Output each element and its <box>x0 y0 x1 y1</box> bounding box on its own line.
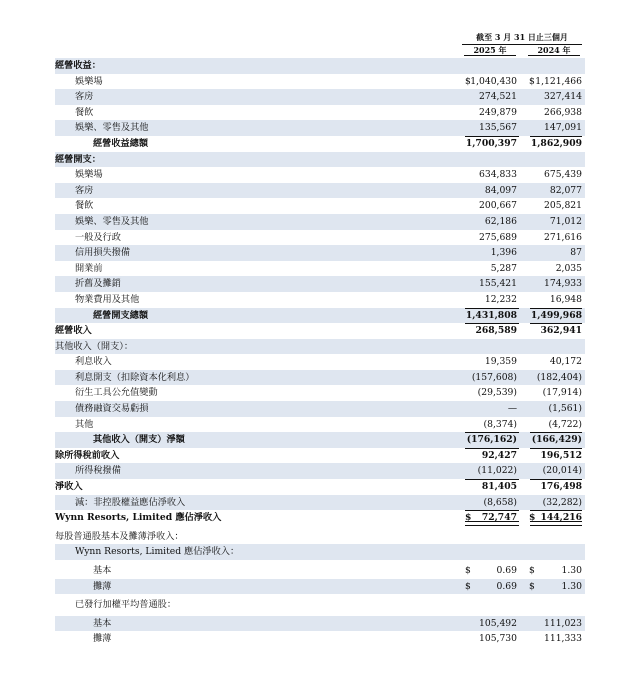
value-2025: (157,608) <box>471 371 517 383</box>
statement-row <box>55 631 585 647</box>
value-2024: 362,941 <box>540 325 582 337</box>
row-label: 經營開支： <box>55 153 101 165</box>
statement-row <box>55 579 585 595</box>
currency-symbol-2024: $ <box>529 512 536 524</box>
value-2024: (20,014) <box>542 465 582 477</box>
statement-row <box>55 214 585 230</box>
row-label: 餐飲 <box>75 200 94 212</box>
value-2024: 16,948 <box>549 293 582 305</box>
value-2024: 40,172 <box>549 356 582 368</box>
row-label: 已發行加權平均普通股： <box>75 599 177 611</box>
row-label: 淨收入 <box>55 481 83 493</box>
row-label: 一般及行政 <box>75 231 121 243</box>
total-double-rule <box>465 521 519 526</box>
value-2024: 205,821 <box>544 200 582 212</box>
value-2024: (182,404) <box>536 371 582 383</box>
value-2025: 1,396 <box>490 247 517 259</box>
row-label: 娛樂、零售及其他 <box>75 122 149 134</box>
value-2024: (166,429) <box>531 434 582 446</box>
value-2025: 268,589 <box>475 325 517 337</box>
value-2025: 105,730 <box>479 633 517 645</box>
currency-symbol-2024: $ <box>529 565 535 576</box>
statement-row <box>55 370 585 386</box>
row-label: 衍生工具公允值變動 <box>75 387 158 399</box>
value-2025: 92,427 <box>481 449 517 461</box>
value-2025: 105,492 <box>479 617 517 629</box>
statement-row <box>55 616 585 632</box>
value-2024: (32,282) <box>542 496 582 508</box>
value-2024: (4,722) <box>548 418 582 430</box>
row-label: 攤薄 <box>93 580 112 592</box>
value-2024: 327,414 <box>544 91 582 103</box>
value-2025: 249,879 <box>479 106 517 118</box>
value-2024: 1,121,466 <box>535 75 582 87</box>
value-2024: 176,498 <box>540 481 582 493</box>
row-label: 娛樂場 <box>75 75 103 87</box>
value-2024: (1,561) <box>548 403 582 415</box>
currency-symbol-2024: $ <box>529 75 535 87</box>
row-label: 折舊及攤銷 <box>75 278 121 290</box>
subtotal-rule <box>465 479 519 480</box>
value-2024: 271,616 <box>544 231 582 243</box>
subtotal-rule <box>530 308 582 309</box>
row-label: 基本 <box>93 565 112 576</box>
statement-row <box>55 152 585 168</box>
value-2024: 2,035 <box>555 262 582 274</box>
statement-row <box>55 417 585 433</box>
period-title: 截至 3 月 31 日止三個月 <box>462 32 582 45</box>
row-label: 客房 <box>75 91 94 103</box>
value-2024: 147,091 <box>544 122 582 134</box>
value-2025: 12,232 <box>484 293 517 305</box>
row-label: 娛樂、零售及其他 <box>75 215 149 227</box>
subtotal-rule <box>530 479 582 480</box>
statement-row <box>55 308 585 324</box>
value-2025: 62,186 <box>484 215 517 227</box>
row-label: 所得稅撥備 <box>75 465 121 477</box>
row-label: 其他收入（開支）： <box>55 340 134 352</box>
value-2025: 200,667 <box>479 200 517 212</box>
statement-row <box>55 58 585 74</box>
statement-row <box>55 136 585 152</box>
statement-row <box>55 448 585 464</box>
value-2025: 72,747 <box>481 512 517 524</box>
value-2024: 174,933 <box>544 278 582 290</box>
statement-row <box>55 198 585 214</box>
value-2025: 634,833 <box>479 169 517 181</box>
subtotal-rule <box>530 448 582 449</box>
subtotal-rule <box>530 510 582 511</box>
value-2025: 5,287 <box>490 262 517 274</box>
statement-row <box>55 339 585 355</box>
value-2024: 196,512 <box>540 449 582 461</box>
row-label: 減：非控股權益應佔淨收入 <box>75 496 186 508</box>
value-2024: 1.30 <box>561 565 582 576</box>
value-2025: 81,405 <box>481 481 517 493</box>
value-2025: 0.69 <box>496 580 517 592</box>
statement-row <box>55 245 585 261</box>
row-label: 債務融資交易虧損 <box>75 403 149 415</box>
statement-row <box>55 105 585 121</box>
value-2025: — <box>507 403 517 415</box>
row-label: 除所得稅前收入 <box>55 449 120 461</box>
currency-symbol-2025: $ <box>465 75 471 87</box>
statement-row <box>55 385 585 401</box>
value-2025: 1,700,397 <box>465 137 517 149</box>
value-2024: 144,216 <box>540 512 582 524</box>
row-label: 物業費用及其他 <box>75 293 140 305</box>
value-2024: 266,938 <box>544 106 582 118</box>
subtotal-rule <box>465 323 519 324</box>
value-2025: 1,040,430 <box>470 75 517 87</box>
row-label: 客房 <box>75 184 94 196</box>
row-label: 利息開支（扣除資本化利息） <box>75 371 195 383</box>
row-label: 經營收入 <box>55 325 92 337</box>
subtotal-rule <box>530 136 582 137</box>
row-label: 經營收益總額 <box>93 137 149 149</box>
row-label: Wynn Resorts, Limited 應佔淨收入 <box>55 512 222 524</box>
row-label: 其他 <box>75 418 94 430</box>
value-2024: 1,499,968 <box>530 309 582 321</box>
value-2024: 71,012 <box>549 215 582 227</box>
statement-row <box>55 167 585 183</box>
subtotal-rule <box>530 323 582 324</box>
statement-row <box>55 89 585 105</box>
value-2025: 275,689 <box>479 231 517 243</box>
statement-row <box>55 230 585 246</box>
total-double-rule <box>530 521 582 526</box>
statement-row <box>55 510 585 526</box>
value-2025: 155,421 <box>479 278 517 290</box>
row-label: 娛樂場 <box>75 169 103 181</box>
subtotal-rule <box>465 308 519 309</box>
statement-row <box>55 401 585 417</box>
value-2024: 111,023 <box>544 617 582 629</box>
subtotal-rule <box>465 510 519 511</box>
value-2024: 82,077 <box>549 184 582 196</box>
value-2025: 19,359 <box>484 356 517 368</box>
value-2024: 675,439 <box>544 169 582 181</box>
statement-row <box>55 463 585 479</box>
period-header <box>462 32 582 45</box>
statement-row <box>55 495 585 511</box>
currency-symbol-2025: $ <box>465 565 471 576</box>
currency-symbol-2024: $ <box>529 580 535 592</box>
row-label: 基本 <box>93 617 112 629</box>
statement-row <box>55 183 585 199</box>
value-2025: 0.69 <box>496 565 517 576</box>
value-2025: (11,022) <box>477 465 517 477</box>
statement-row <box>55 479 585 495</box>
subtotal-rule <box>530 432 582 433</box>
subtotal-rule <box>465 448 519 449</box>
year-2025-header: 2025 年 <box>464 45 516 56</box>
row-label: 其他收入（開支）淨額 <box>93 434 185 446</box>
statement-row <box>55 544 585 560</box>
row-label: 攤薄 <box>93 633 112 645</box>
statement-row <box>55 74 585 90</box>
value-2024: 111,333 <box>544 633 582 645</box>
subtotal-rule <box>465 136 519 137</box>
row-label: 經營收益： <box>55 60 101 71</box>
year-2024-header: 2024 年 <box>528 45 580 56</box>
value-2025: (176,162) <box>466 434 517 446</box>
row-label: 利息收入 <box>75 356 112 368</box>
value-2024: 1,862,909 <box>530 137 582 149</box>
value-2025: 84,097 <box>484 184 517 196</box>
statement-row <box>55 261 585 277</box>
value-2024: 1.30 <box>561 580 582 592</box>
value-2025: (8,658) <box>483 496 517 508</box>
income-statement-table <box>55 58 585 647</box>
row-label: Wynn Resorts, Limited 應佔淨收入： <box>75 546 240 558</box>
statement-row <box>55 354 585 370</box>
value-2024: (17,914) <box>542 387 582 399</box>
statement-row <box>55 563 585 579</box>
value-2025: 274,521 <box>479 91 517 103</box>
statement-row <box>55 432 585 448</box>
value-2025: 135,567 <box>479 122 517 134</box>
statement-row <box>55 323 585 339</box>
value-2025: (8,374) <box>483 418 517 430</box>
row-label: 開業前 <box>75 262 103 274</box>
statement-row <box>55 597 585 613</box>
statement-row <box>55 529 585 545</box>
value-2025: (29,539) <box>477 387 517 399</box>
value-2025: 1,431,808 <box>465 309 517 321</box>
row-label: 每股普通股基本及攤薄淨收入： <box>55 530 184 542</box>
row-label: 餐飲 <box>75 106 94 118</box>
statement-row <box>55 292 585 308</box>
subtotal-rule <box>465 432 519 433</box>
currency-symbol-2025: $ <box>465 512 472 524</box>
row-label: 經營開支總額 <box>93 309 149 321</box>
currency-symbol-2025: $ <box>465 580 471 592</box>
statement-row <box>55 120 585 136</box>
row-label: 信用損失撥備 <box>75 247 131 259</box>
statement-row <box>55 276 585 292</box>
value-2024: 87 <box>570 247 582 259</box>
